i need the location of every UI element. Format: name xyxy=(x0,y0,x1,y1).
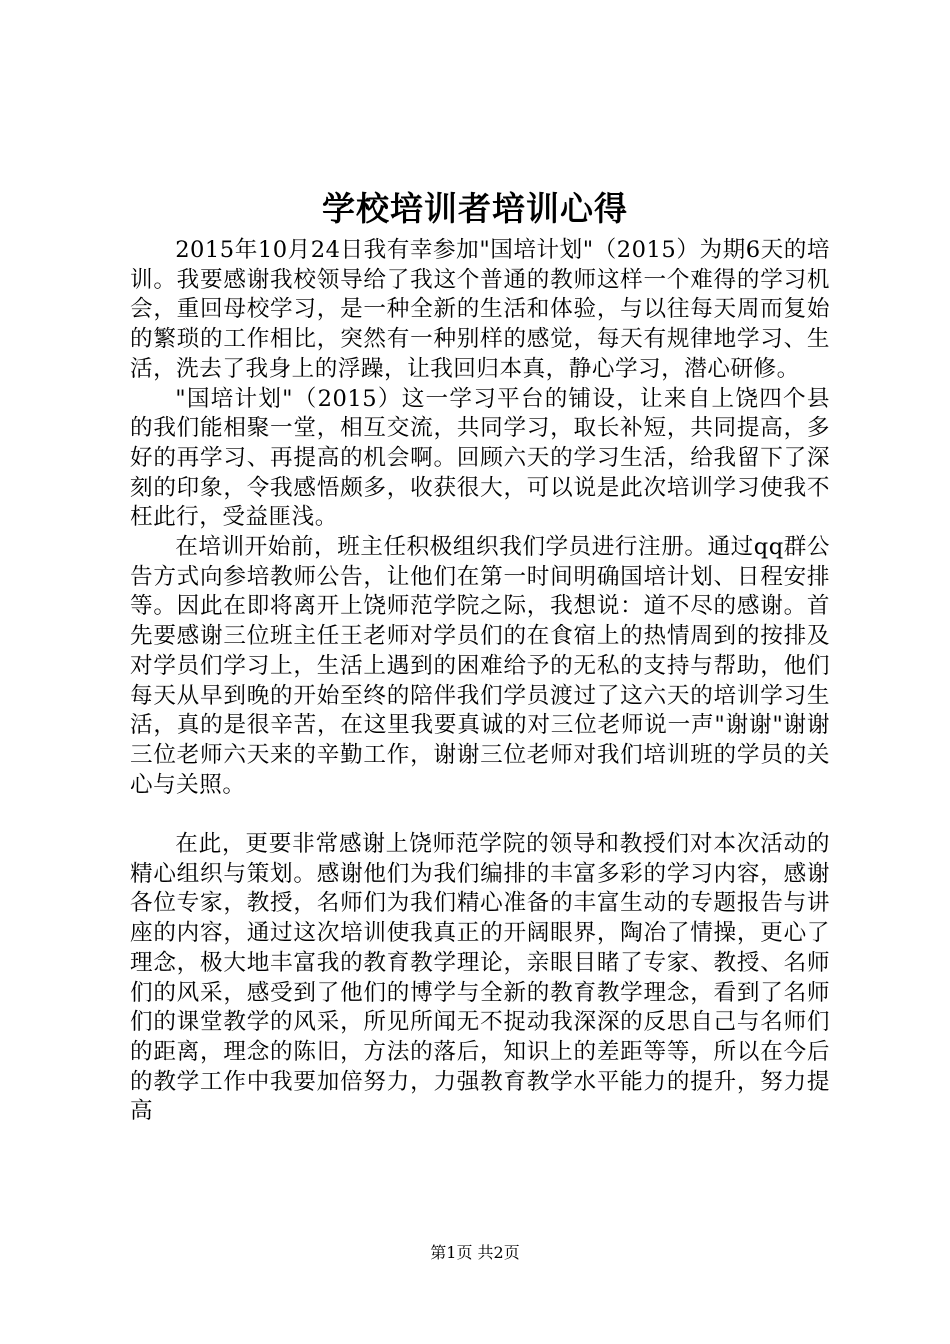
paragraph-3: 在培训开始前，班主任积极组织我们学员进行注册。通过qq群公告方式向参培教师公告，让他们在第一时间明确国培计划、日程安排等。因此在即将离开上饶师范学院之际，我想说：道不尽的感谢。首先要感谢三位班主任王老师对学员们的在食宿上的热情周到的按排及对学员们学习上，生活上遇到的困难给予的无私的支持与帮助，他们每天从早到晚的开始至终的陪伴我们学员渡过了这六天的培训学习生活，真的是很辛苦，在这里我要真诚的对三位老师说一声"谢谢"谢谢三位老师六天来的辛勤工作，谢谢三位老师对我们培训班的学员的关心与关照。 xyxy=(130,534,830,798)
paragraph-4: 在此，更要非常感谢上饶师范学院的领导和教授们对本次活动的精心组织与策划。感谢他们为我们编排的丰富多彩的学习内容，感谢各位专家，教授，名师们为我们精心准备的丰富生动的专题报告与讲座的内容，通过这次培训使我真正的开阔眼界，陶冶了情操，更心了理念，极大地丰富我的教育教学理论，亲眼目睹了专家、教授、名师们的风采，感受到了他们的博学与全新的教育教学理念，看到了名师们的课堂教学的风采，所见所闻无不捉动我深深的反思自己与名师们的距离，理念的陈旧，方法的落后，知识上的差距等等，所以在今后的教学工作中我要加倍努力，力强教育教学水平能力的提升，努力提高 xyxy=(130,831,830,1125)
document-title: 学校培训者培训心得 xyxy=(322,189,628,228)
document-body xyxy=(130,236,830,1127)
paragraph-2: "国培计划"（2015）这一学习平台的铺设，让来自上饶四个县的我们能相聚一堂，相互交流，共同学习，取长补短，共同提高，多好的再学习、再提高的机会啊。回顾六天的学习生活，给我留下了深刻的印象，令我感悟颇多，收获很大，可以说是此次培训学习使我不枉此行，受益匪浅。 xyxy=(130,385,830,531)
page-footer: 第1页 共2页 xyxy=(430,1243,520,1262)
paragraph-1: 2015年10月24日我有幸参加"国培计划"（2015）为期6天的培训。我要感谢我校领导给了我这个普通的教师这样一个难得的学习机会，重回母校学习，是一种全新的生活和体验，与以往每天周而复始的繁琐的工作相比，突然有一种别样的感觉，每天有规律地学习、生活，洗去了我身上的浮躁，让我回归本真，静心学习，潜心研修。 xyxy=(130,237,830,382)
